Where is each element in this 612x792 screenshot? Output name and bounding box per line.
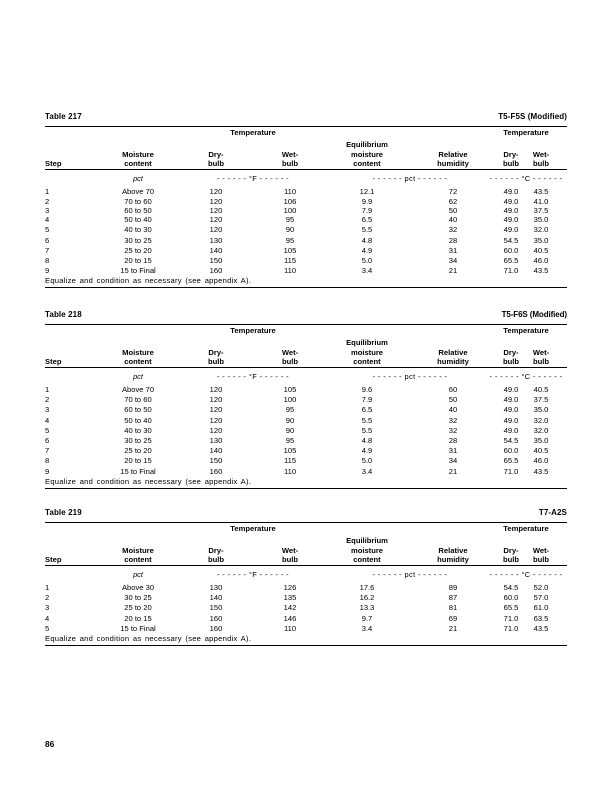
table-schedule-code: T7-A2S (538, 508, 567, 517)
table-row (45, 405, 567, 415)
cell-dry-bulb-f: 150 (209, 255, 223, 265)
unit-fahrenheit-scale: - - - - - - °F - - - - - - (216, 174, 290, 183)
group-label-temperature-f: Temperature (230, 524, 276, 533)
table-body (45, 583, 567, 634)
cell-relative-humidity: 21 (448, 266, 458, 276)
cell-step: 8 (45, 456, 50, 466)
cell-wet-bulb-c: 37.5 (533, 206, 549, 216)
table-row (45, 187, 567, 197)
cell-moisture-content: 25 to 20 (124, 603, 152, 613)
cell-dry-bulb-c: 49.0 (503, 385, 519, 394)
cell-dry-bulb-f: 120 (209, 187, 223, 196)
cell-dry-bulb-c: 49.0 (503, 206, 519, 216)
table-row (45, 246, 567, 256)
cell-equilibrium-moisture-content: 5.5 (361, 425, 373, 435)
table-row (45, 215, 567, 225)
cell-wet-bulb-c: 43.5 (533, 266, 549, 276)
cell-dry-bulb-c: 60.0 (503, 593, 519, 603)
cell-step: 9 (45, 466, 50, 476)
cell-relative-humidity: 31 (448, 446, 458, 456)
cell-step: 8 (45, 255, 50, 265)
cell-dry-bulb-c: 71.0 (503, 623, 519, 633)
cell-dry-bulb-f: 150 (209, 456, 223, 466)
cell-dry-bulb-c: 49.0 (503, 225, 519, 235)
cell-step: 1 (45, 583, 50, 592)
cell-step: 3 (45, 603, 50, 613)
cell-dry-bulb-c: 71.0 (503, 466, 519, 476)
cell-moisture-content: 70 to 60 (124, 395, 152, 405)
column-header-dry-bulb-f: Dry- bulb (207, 545, 225, 564)
cell-equilibrium-moisture-content: 6.5 (361, 215, 373, 225)
column-header-wet-bulb-f: Wet- bulb (281, 149, 299, 168)
cell-equilibrium-moisture-content: 5.5 (361, 415, 373, 425)
cell-step: 2 (45, 593, 50, 603)
table-row (45, 603, 567, 613)
cell-wet-bulb-c: 46.0 (533, 255, 549, 265)
cell-wet-bulb-f: 115 (283, 456, 297, 466)
column-header-dry-bulb-f: Dry- bulb (207, 149, 225, 168)
rule-bottom (45, 645, 567, 646)
unit-percent-scale: - - - - - - pct - - - - - - (372, 174, 448, 183)
column-header-moisture-content: Moisture content (122, 149, 154, 168)
cell-wet-bulb-c: 32.0 (533, 415, 549, 425)
column-header-equilibrium-moisture-content: Equilibrium moisture content (346, 536, 388, 564)
column-header-step: Step (45, 158, 62, 168)
table-body (45, 187, 567, 276)
cell-wet-bulb-f: 126 (283, 583, 297, 592)
cell-step: 4 (45, 215, 50, 225)
cell-moisture-content: Above 70 (121, 187, 155, 196)
cell-dry-bulb-f: 120 (209, 206, 223, 216)
cell-relative-humidity: 31 (448, 245, 458, 255)
table-row (45, 436, 567, 446)
cell-relative-humidity: 34 (448, 456, 458, 466)
cell-relative-humidity: 40 (448, 215, 458, 225)
cell-equilibrium-moisture-content: 4.9 (361, 245, 373, 255)
column-header-moisture-content: Moisture content (122, 347, 154, 366)
column-header-wet-bulb-f: Wet- bulb (281, 545, 299, 564)
cell-step: 1 (45, 385, 50, 394)
cell-wet-bulb-c: 35.0 (533, 435, 549, 445)
cell-wet-bulb-c: 41.0 (533, 197, 549, 207)
cell-step: 5 (45, 623, 50, 633)
cell-moisture-content: 30 to 25 (124, 235, 152, 245)
table-schedule-code: T5-F6S (Modified) (501, 310, 567, 319)
cell-dry-bulb-f: 120 (209, 385, 223, 394)
cell-relative-humidity: 32 (448, 225, 458, 235)
cell-wet-bulb-c: 43.5 (533, 466, 549, 476)
cell-equilibrium-moisture-content: 4.9 (361, 446, 373, 456)
unit-moisture-pct: pct (133, 372, 143, 381)
cell-moisture-content: 60 to 50 (124, 206, 152, 216)
cell-relative-humidity: 40 (448, 405, 458, 415)
cell-dry-bulb-f: 130 (209, 235, 223, 245)
cell-wet-bulb-f: 95 (285, 215, 295, 225)
cell-dry-bulb-f: 120 (209, 225, 223, 235)
cell-wet-bulb-f: 110 (283, 187, 297, 196)
cell-equilibrium-moisture-content: 4.8 (361, 235, 373, 245)
cell-wet-bulb-f: 110 (283, 623, 297, 633)
cell-wet-bulb-f: 100 (283, 206, 297, 216)
cell-wet-bulb-f: 106 (283, 197, 297, 207)
cell-relative-humidity: 34 (448, 255, 458, 265)
column-header-relative-humidity: Relative humidity (437, 149, 469, 168)
cell-dry-bulb-c: 49.0 (503, 187, 519, 196)
cell-wet-bulb-f: 90 (285, 425, 295, 435)
cell-relative-humidity: 89 (448, 583, 458, 592)
unit-percent-scale: - - - - - - pct - - - - - - (372, 570, 448, 579)
cell-dry-bulb-c: 71.0 (503, 613, 519, 623)
table-footnote: Equalize and condition as necessary (see appendix A). (45, 476, 252, 486)
table-block-1 (45, 112, 567, 288)
cell-dry-bulb-c: 60.0 (503, 245, 519, 255)
cell-equilibrium-moisture-content: 5.0 (361, 456, 373, 466)
cell-step: 9 (45, 266, 50, 276)
unit-moisture-pct: pct (133, 570, 143, 579)
column-header-dry-bulb-c: Dry- bulb (502, 149, 520, 168)
column-header-step: Step (45, 554, 62, 564)
cell-equilibrium-moisture-content: 9.6 (361, 385, 373, 394)
cell-step: 6 (45, 435, 50, 445)
table-row (45, 467, 567, 477)
cell-dry-bulb-c: 54.5 (503, 235, 519, 245)
cell-wet-bulb-c: 46.0 (533, 456, 549, 466)
table-header (45, 523, 567, 565)
table-row (45, 446, 567, 456)
cell-wet-bulb-f: 95 (285, 235, 295, 245)
cell-moisture-content: 50 to 40 (124, 415, 152, 425)
cell-relative-humidity: 21 (448, 623, 458, 633)
cell-wet-bulb-c: 63.5 (533, 613, 549, 623)
cell-wet-bulb-c: 61.0 (533, 603, 549, 613)
cell-step: 5 (45, 425, 50, 435)
column-header-equilibrium-moisture-content: Equilibrium moisture content (346, 140, 388, 168)
table-footnote: Equalize and condition as necessary (see appendix A). (45, 633, 252, 643)
cell-moisture-content: 30 to 25 (124, 435, 152, 445)
cell-wet-bulb-c: 35.0 (533, 235, 549, 245)
cell-step: 2 (45, 395, 50, 405)
table-row (45, 593, 567, 603)
column-header-relative-humidity: Relative humidity (437, 545, 469, 564)
rule-bottom (45, 488, 567, 489)
cell-wet-bulb-f: 105 (283, 446, 297, 456)
cell-step: 5 (45, 225, 50, 235)
cell-relative-humidity: 32 (448, 425, 458, 435)
cell-moisture-content: Above 70 (121, 385, 155, 394)
cell-step: 2 (45, 197, 50, 207)
cell-wet-bulb-c: 57.0 (533, 593, 549, 603)
table-row (45, 256, 567, 266)
column-header-wet-bulb-c: Wet- bulb (532, 149, 550, 168)
table-row (45, 236, 567, 246)
cell-wet-bulb-f: 135 (283, 593, 297, 603)
units-row (45, 368, 567, 385)
cell-moisture-content: 30 to 25 (124, 593, 152, 603)
cell-wet-bulb-f: 146 (283, 613, 297, 623)
cell-dry-bulb-f: 140 (209, 593, 223, 603)
cell-equilibrium-moisture-content: 9.7 (361, 613, 373, 623)
cell-dry-bulb-c: 49.0 (503, 215, 519, 225)
cell-wet-bulb-c: 52.0 (533, 583, 549, 592)
cell-dry-bulb-f: 120 (209, 395, 223, 405)
cell-dry-bulb-c: 71.0 (503, 266, 519, 276)
cell-wet-bulb-f: 142 (283, 603, 297, 613)
cell-dry-bulb-c: 49.0 (503, 405, 519, 415)
cell-relative-humidity: 28 (448, 235, 458, 245)
cell-equilibrium-moisture-content: 7.9 (361, 395, 373, 405)
cell-dry-bulb-c: 65.5 (503, 456, 519, 466)
cell-moisture-content: 50 to 40 (124, 215, 152, 225)
column-header-relative-humidity: Relative humidity (437, 347, 469, 366)
cell-step: 4 (45, 613, 50, 623)
table-caption (45, 310, 567, 324)
cell-wet-bulb-f: 105 (283, 245, 297, 255)
cell-relative-humidity: 87 (448, 593, 458, 603)
table-number: Table 219 (45, 508, 82, 517)
cell-wet-bulb-c: 40.5 (533, 245, 549, 255)
column-header-wet-bulb-c: Wet- bulb (532, 545, 550, 564)
cell-dry-bulb-f: 160 (209, 623, 223, 633)
cell-dry-bulb-c: 65.5 (503, 603, 519, 613)
rule-bottom (45, 287, 567, 288)
cell-moisture-content: 15 to Final (120, 466, 156, 476)
cell-dry-bulb-f: 120 (209, 197, 223, 207)
cell-relative-humidity: 21 (448, 466, 458, 476)
cell-dry-bulb-c: 65.5 (503, 255, 519, 265)
column-header-dry-bulb-c: Dry- bulb (502, 347, 520, 366)
cell-wet-bulb-c: 37.5 (533, 395, 549, 405)
unit-fahrenheit-scale: - - - - - - °F - - - - - - (216, 372, 290, 381)
cell-relative-humidity: 72 (448, 187, 458, 196)
table-row (45, 395, 567, 405)
group-label-temperature-c: Temperature (503, 524, 549, 533)
units-row (45, 170, 567, 187)
cell-moisture-content: 40 to 30 (124, 425, 152, 435)
table-row (45, 583, 567, 593)
table-body (45, 385, 567, 477)
cell-wet-bulb-f: 110 (283, 266, 297, 276)
group-label-temperature-c: Temperature (503, 326, 549, 335)
table-row (45, 225, 567, 235)
cell-dry-bulb-c: 49.0 (503, 425, 519, 435)
cell-dry-bulb-f: 140 (209, 245, 223, 255)
table-schedule-code: T5-F5S (Modified) (498, 112, 567, 121)
unit-celsius-scale: - - - - - - °C - - - - - - (489, 174, 563, 183)
cell-step: 7 (45, 245, 50, 255)
cell-wet-bulb-f: 95 (285, 405, 295, 415)
cell-dry-bulb-f: 140 (209, 446, 223, 456)
column-header-dry-bulb-c: Dry- bulb (502, 545, 520, 564)
cell-dry-bulb-f: 120 (209, 405, 223, 415)
cell-dry-bulb-c: 60.0 (503, 446, 519, 456)
cell-equilibrium-moisture-content: 9.9 (361, 197, 373, 207)
unit-celsius-scale: - - - - - - °C - - - - - - (489, 570, 563, 579)
column-header-dry-bulb-f: Dry- bulb (207, 347, 225, 366)
cell-moisture-content: 70 to 60 (124, 197, 152, 207)
table-row (45, 197, 567, 206)
cell-dry-bulb-f: 130 (209, 435, 223, 445)
cell-relative-humidity: 81 (448, 603, 458, 613)
table-number: Table 218 (45, 310, 82, 319)
cell-step: 7 (45, 446, 50, 456)
cell-equilibrium-moisture-content: 17.6 (359, 583, 375, 592)
cell-relative-humidity: 32 (448, 415, 458, 425)
column-header-moisture-content: Moisture content (122, 545, 154, 564)
cell-relative-humidity: 50 (448, 206, 458, 216)
column-header-equilibrium-moisture-content: Equilibrium moisture content (346, 338, 388, 366)
cell-relative-humidity: 62 (448, 197, 458, 207)
table-header (45, 127, 567, 169)
cell-equilibrium-moisture-content: 13.3 (359, 603, 375, 613)
units-row (45, 566, 567, 583)
table-block-3 (45, 508, 567, 646)
cell-moisture-content: 40 to 30 (124, 225, 152, 235)
table-header (45, 325, 567, 367)
cell-relative-humidity: 60 (448, 385, 458, 394)
cell-step: 3 (45, 206, 50, 216)
cell-moisture-content: 25 to 20 (124, 245, 152, 255)
cell-relative-humidity: 28 (448, 435, 458, 445)
cell-dry-bulb-c: 49.0 (503, 415, 519, 425)
cell-equilibrium-moisture-content: 12.1 (359, 187, 375, 196)
cell-moisture-content: 15 to Final (120, 266, 156, 276)
cell-dry-bulb-c: 54.5 (503, 435, 519, 445)
cell-wet-bulb-f: 90 (285, 225, 295, 235)
cell-wet-bulb-c: 35.0 (533, 405, 549, 415)
cell-wet-bulb-c: 43.5 (533, 623, 549, 633)
cell-wet-bulb-f: 90 (285, 415, 295, 425)
cell-wet-bulb-f: 115 (283, 255, 297, 265)
cell-wet-bulb-c: 32.0 (533, 425, 549, 435)
cell-moisture-content: 20 to 15 (124, 456, 152, 466)
table-number: Table 217 (45, 112, 82, 121)
group-label-temperature-f: Temperature (230, 326, 276, 335)
column-header-wet-bulb-f: Wet- bulb (281, 347, 299, 366)
cell-equilibrium-moisture-content: 4.8 (361, 435, 373, 445)
unit-percent-scale: - - - - - - pct - - - - - - (372, 372, 448, 381)
unit-celsius-scale: - - - - - - °C - - - - - - (489, 372, 563, 381)
cell-step: 1 (45, 187, 50, 196)
cell-dry-bulb-f: 160 (209, 466, 223, 476)
unit-moisture-pct: pct (133, 174, 143, 183)
table-row (45, 614, 567, 624)
table-row (45, 456, 567, 466)
cell-wet-bulb-f: 110 (283, 466, 297, 476)
cell-dry-bulb-f: 150 (209, 603, 223, 613)
cell-dry-bulb-f: 160 (209, 266, 223, 276)
table-caption (45, 508, 567, 522)
cell-equilibrium-moisture-content: 3.4 (361, 466, 373, 476)
table-row (45, 206, 567, 215)
cell-dry-bulb-f: 120 (209, 415, 223, 425)
cell-wet-bulb-c: 40.5 (533, 385, 549, 394)
cell-dry-bulb-f: 130 (209, 583, 223, 592)
cell-equilibrium-moisture-content: 3.4 (361, 266, 373, 276)
cell-equilibrium-moisture-content: 16.2 (359, 593, 375, 603)
table-row (45, 385, 567, 395)
cell-dry-bulb-c: 49.0 (503, 197, 519, 207)
cell-wet-bulb-f: 95 (285, 435, 295, 445)
cell-equilibrium-moisture-content: 5.0 (361, 255, 373, 265)
cell-wet-bulb-c: 32.0 (533, 225, 549, 235)
cell-relative-humidity: 69 (448, 613, 458, 623)
cell-dry-bulb-f: 120 (209, 425, 223, 435)
cell-dry-bulb-c: 54.5 (503, 583, 519, 592)
table-row (45, 624, 567, 634)
cell-step: 6 (45, 235, 50, 245)
cell-equilibrium-moisture-content: 6.5 (361, 405, 373, 415)
cell-wet-bulb-f: 105 (283, 385, 297, 394)
cell-equilibrium-moisture-content: 7.9 (361, 206, 373, 216)
cell-moisture-content: 20 to 15 (124, 613, 152, 623)
cell-wet-bulb-c: 35.0 (533, 215, 549, 225)
cell-moisture-content: 20 to 15 (124, 255, 152, 265)
table-row (45, 426, 567, 436)
column-header-step: Step (45, 356, 62, 366)
group-label-temperature-f: Temperature (230, 128, 276, 137)
table-row (45, 416, 567, 426)
cell-dry-bulb-c: 49.0 (503, 395, 519, 405)
unit-fahrenheit-scale: - - - - - - °F - - - - - - (216, 570, 290, 579)
cell-step: 4 (45, 415, 50, 425)
cell-equilibrium-moisture-content: 3.4 (361, 623, 373, 633)
table-caption (45, 112, 567, 126)
table-block-2 (45, 310, 567, 489)
column-header-wet-bulb-c: Wet- bulb (532, 347, 550, 366)
cell-wet-bulb-f: 100 (283, 395, 297, 405)
cell-dry-bulb-f: 160 (209, 613, 223, 623)
cell-step: 3 (45, 405, 50, 415)
cell-relative-humidity: 50 (448, 395, 458, 405)
group-label-temperature-c: Temperature (503, 128, 549, 137)
table-footnote: Equalize and condition as necessary (see appendix A). (45, 276, 252, 286)
cell-equilibrium-moisture-content: 5.5 (361, 225, 373, 235)
cell-moisture-content: Above 30 (121, 583, 155, 592)
cell-wet-bulb-c: 43.5 (533, 187, 549, 196)
cell-moisture-content: 25 to 20 (124, 446, 152, 456)
page-number: 86 (45, 739, 55, 749)
cell-moisture-content: 15 to Final (120, 623, 156, 633)
cell-wet-bulb-c: 40.5 (533, 446, 549, 456)
cell-moisture-content: 60 to 50 (124, 405, 152, 415)
table-row (45, 266, 567, 276)
cell-dry-bulb-f: 120 (209, 215, 223, 225)
